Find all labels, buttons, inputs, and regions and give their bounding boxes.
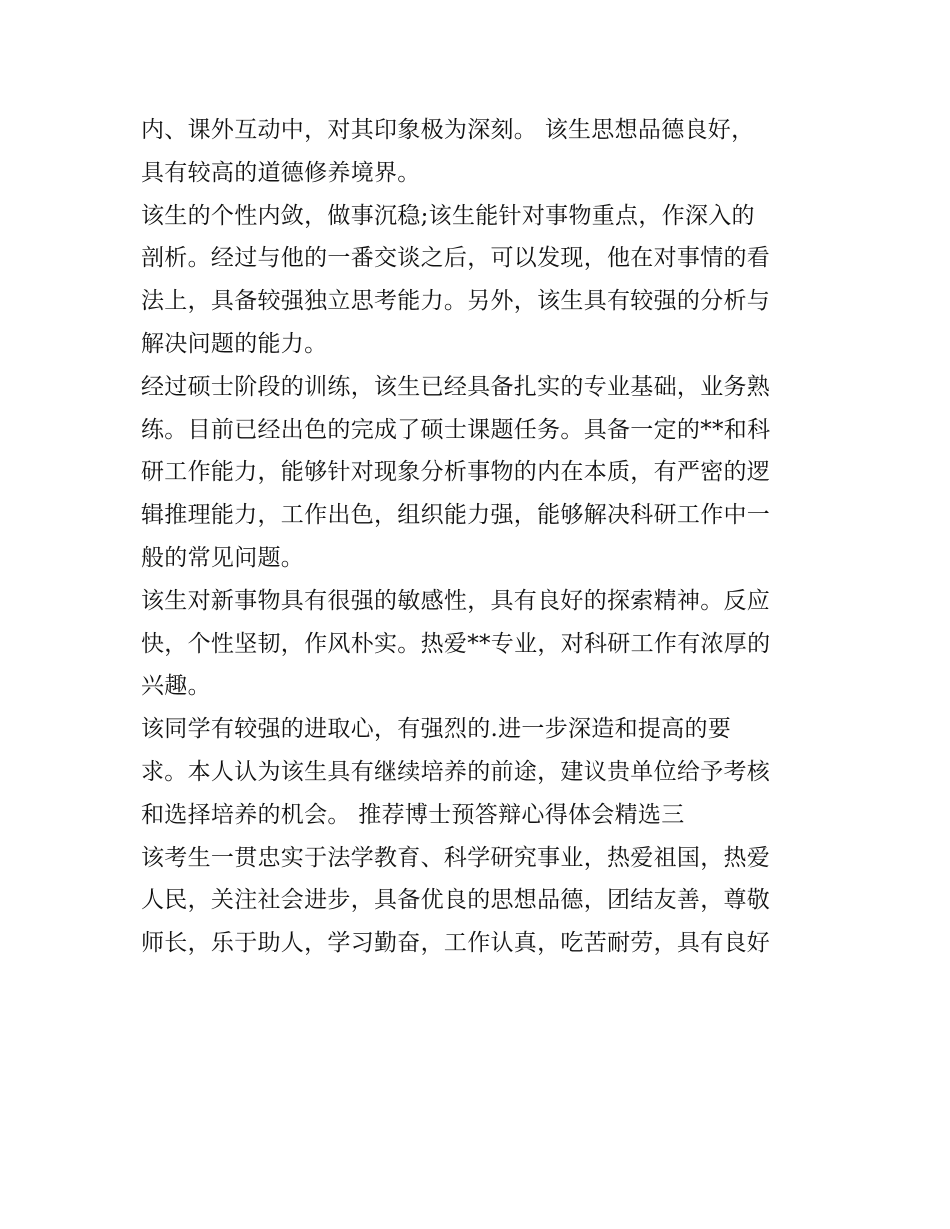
text-line: 剖析。经过与他的一番交谈之后，可以发现，他在对事情的看 [141,245,771,272]
text-line: 般的常见问题。 [141,544,305,571]
text-line: 师长，乐于助人，学习勤奋，工作认真，吃苦耐劳，具有良好 [141,930,771,957]
text-line: 内、课外互动中，对其印象极为深刻。 该生思想品德良好， [141,117,755,143]
text-line: 快，个性坚韧，作风朴实。热爱**专业，对科研工作有浓厚的 [141,630,771,657]
text-line: 法上，具备较强独立思考能力。另外，该生具有较强的分析与 [141,288,771,315]
text-line: 该同学有较强的进取心，有强烈的.进一步深造和提高的要 [141,716,732,743]
text-line: 辑推理能力，工作出色，组织能力强，能够解决科研工作中一 [141,502,771,529]
text-line: 练。目前已经出色的完成了硕士课题任务。具备一定的**和科 [141,416,771,443]
text-line: 和选择培养的机会。 推荐博士预答辩心得体会精选三 [141,801,685,828]
text-line: 解决问题的能力。 [141,330,328,357]
text-line: 求。本人认为该生具有继续培养的前途，建议贵单位给予考核 [141,758,771,785]
text-line: 人民，关注社会进步，具备优良的思想品德，团结友善，尊敬 [141,887,771,914]
text-line: 该生对新事物具有很强的敏感性，具有良好的探索精神。反应 [141,587,771,614]
text-line: 兴趣。 [141,673,211,700]
text-line: 经过硕士阶段的训练，该生已经具备扎实的专业基础，业务熟 [141,373,771,400]
text-line: 该考生一贯忠实于法学教育、科学研究事业，热爱祖国，热爱 [141,844,771,871]
text-line: 具有较高的道德修养境界。 [141,159,421,186]
text-line: 该生的个性内敛，做事沉稳;该生能针对事物重点，作深入的 [141,202,755,229]
text-line: 研工作能力，能够针对现象分析事物的内在本质，有严密的逻 [141,459,771,486]
document-body [141,109,821,965]
